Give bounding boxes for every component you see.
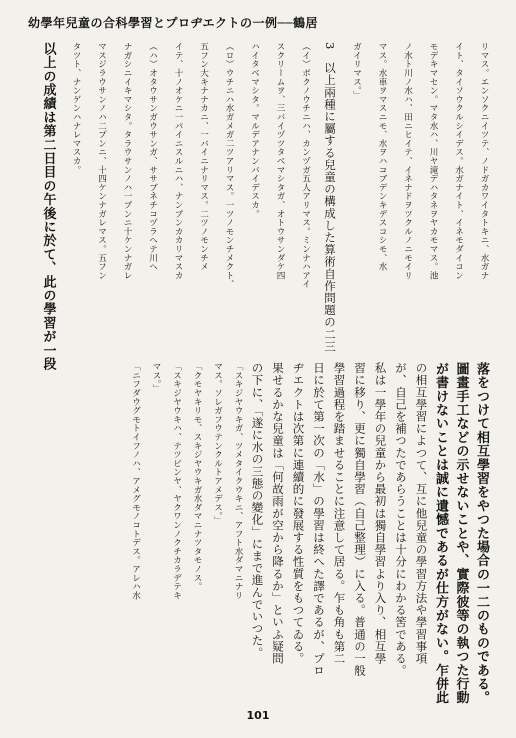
bottom-text-column: の下に、「遂に水の三態の變化」にまで進んでいつた。: [250, 362, 265, 659]
top-text-column: ノ水ト川ノ水ハ、田ニヒイテ、イネナドヲツクルノニモイリ: [402, 42, 413, 280]
bottom-text-column: 私は一學年の兒童から最初は獨自學習より入り、相互學: [373, 362, 388, 665]
bottom-text-column: 落をつけて相互學習をやつた場合の一二のものである。: [474, 362, 489, 705]
bottom-text-column: の相互學習によつて、互に他兒童の學習方法や學習事項: [414, 362, 429, 665]
bottom-text-column: 「スキジヤウキガ、ツメタイクウキニ、アフト水ダマニナリ: [233, 362, 243, 600]
top-text-column: 以上の成績は第二日目の午後に於て、此の學習が一段: [40, 42, 56, 371]
top-text-column: スクリームヲ、三バイヅツタベマシタガ、オトウサンダケ四: [275, 42, 285, 280]
bottom-text-column: 「スキジヤウキハ、テツビンヤ、ヤクワンノクチカラデテキ: [171, 362, 182, 600]
bottom-text-column: 日に於て第一次の「水」の學習は終へた譯であるが、プロ: [312, 362, 326, 677]
bottom-text-column: が書けないことは誠に遺憾であるが仕方がない。乍併此: [433, 362, 448, 705]
top-text-column: （ロ）ウチニハ水ガメガ二ツアリマス。一ツノモンチメクト、: [224, 42, 234, 289]
top-text-column: イテ、十ノオケニ一パイニスルニハ、ナンプンカカリマスカ: [173, 42, 183, 280]
top-text-column: リマス。エンソクニイツテ、ノドガカワイタトキニ、水ガナ: [479, 42, 489, 280]
top-text-column: タツト、ナンゲンハナレマスカ。: [71, 42, 81, 174]
bottom-text-column: 「ニフダウグモトイフノハ、アメグモノコトデス。アレハ水: [130, 362, 141, 600]
top-text-column: マスジラウサンノハ二プンニ、十四ケンナガレマス。五フン: [96, 42, 107, 280]
top-text-column: イト、タイソウクルシイデス。水ガナイト、イネモダイコン: [453, 42, 464, 280]
top-text-column: 3 以上兩種に屬する兒童の構成した算術自作問題の二三: [323, 42, 337, 353]
top-text-column: ガイリマス。」: [351, 42, 362, 100]
top-text-column: ナガシニイキマシタ。タラウサンノハ一プンニ十ケンナガレ: [122, 42, 132, 280]
bottom-text-column: が、自己を補つたであらうことは十分にわかる筈である。: [394, 362, 408, 677]
bottom-text-column: 果せるかな兒童は「何故雨が空から降るか」といふ疑問: [271, 362, 285, 665]
top-text-column: マス。水車ヲマスニモ、水ヲハコブデンキデスコシモ、水: [377, 42, 387, 271]
top-text-column: モデキマセン。マタ水ハ、川ヤ滝デハタネヲヤカモマス。池: [428, 42, 438, 280]
top-text-column: （ハ）オタウサンガウサンガ、ササブネチコヅラヘテ川ヘ: [147, 42, 158, 271]
bottom-text-column: マス。ソレガフウテンクルトアメデス。」: [212, 362, 223, 525]
bottom-text-column: ヂエクトは次第に連續的に發展する性質をもつてゐる。: [291, 362, 306, 665]
top-text-column: 五フン大キナナカニ、一バイニナリマス。二ツノモンチメ: [198, 42, 209, 271]
bottom-text-column: 圖畫手工などの示せないことや、實際彼等の執つた行動: [453, 362, 469, 705]
top-text-column: ハイタベマシタ。マルデアナンバイデスカ。: [249, 42, 260, 218]
top-text-column: （イ）ボクノウチニハ、カンヅガ五人アリマス。ミンナハアイ: [300, 42, 311, 289]
bottom-text-column: 「クモヤキリモ、スキジヤウキガ水ダマニナツタモノス。: [192, 362, 202, 591]
bottom-text-column: 學習過程を踏ませることに注意して居る。乍も角も第二: [332, 362, 347, 665]
bottom-text-column: 習に移り、更に獨自學習（自己整理）に入る。普通の一般: [353, 362, 367, 677]
page-number: 101: [246, 709, 270, 722]
bottom-text-column: マス。」: [151, 362, 161, 393]
running-header: 幼學年兒童の合科學習とプロヂエクトの一例──鶴居: [28, 16, 318, 30]
